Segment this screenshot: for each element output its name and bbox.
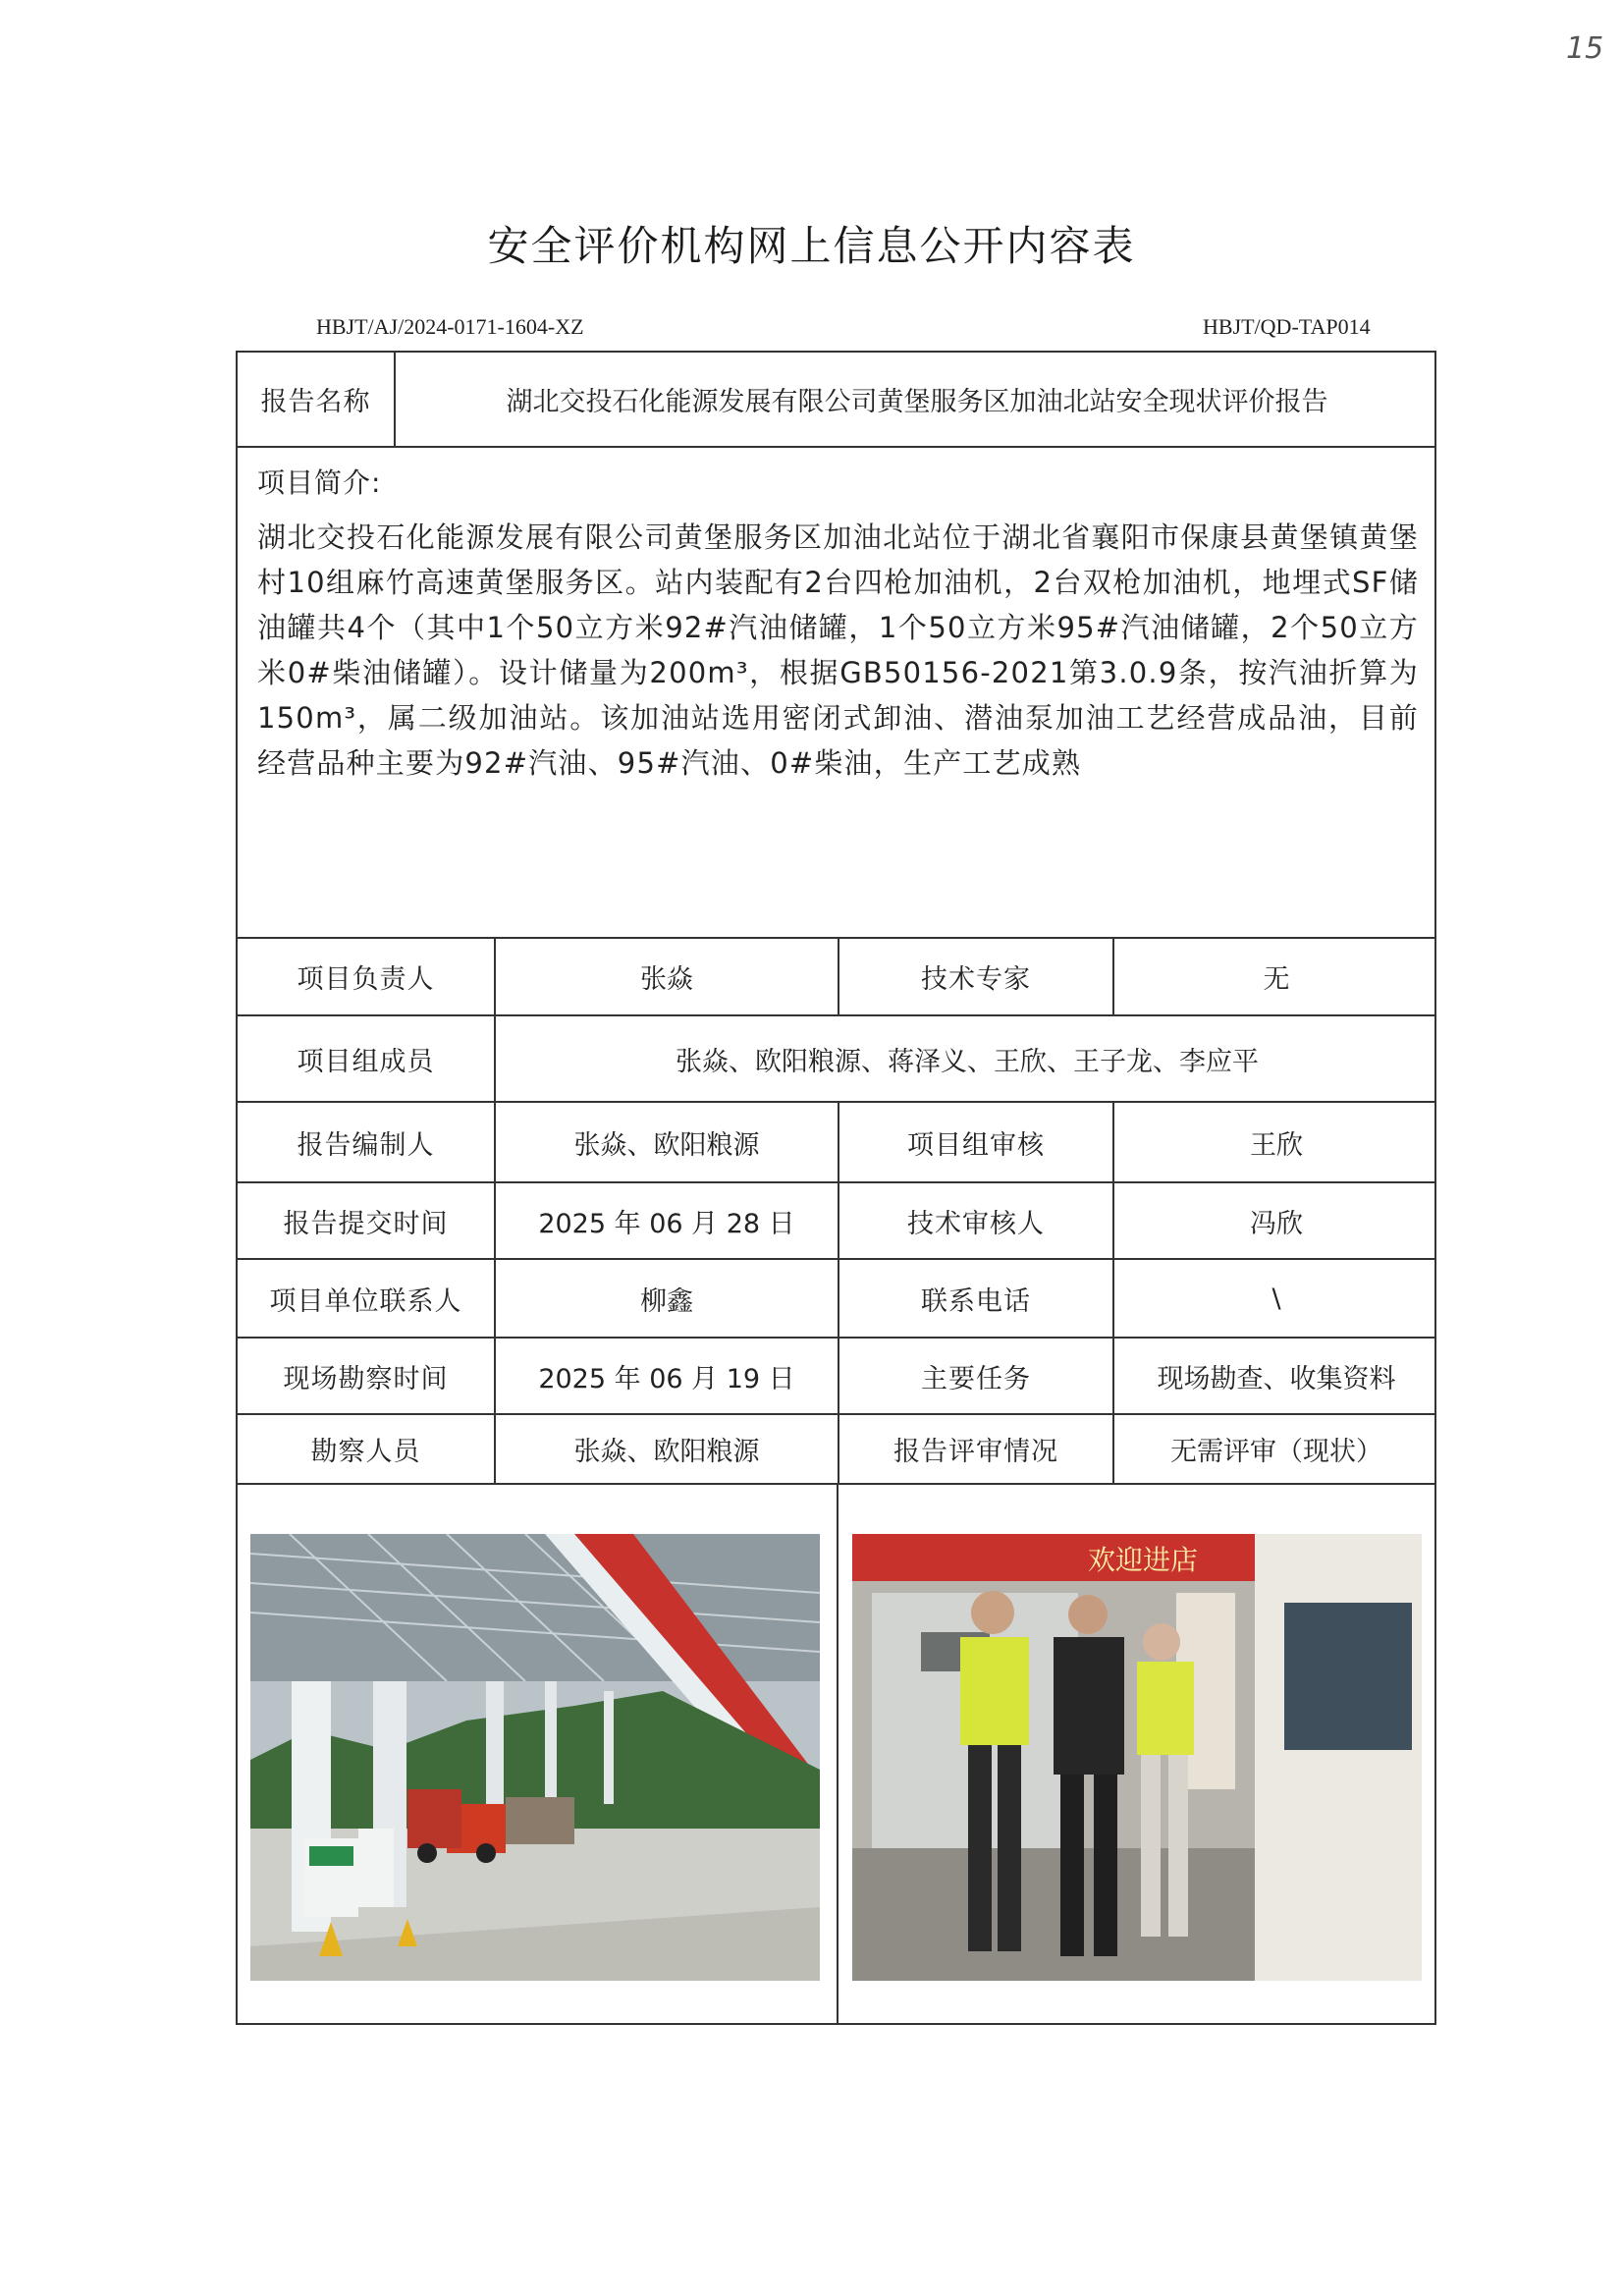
info-table xyxy=(236,351,1436,2025)
team-photo xyxy=(852,1534,1422,1981)
team-review-label: 项目组审核 xyxy=(839,1103,1114,1181)
report-name-row xyxy=(238,353,1434,448)
form-code: HBJT/QD-TAP014 xyxy=(1203,314,1371,339)
table-row xyxy=(238,1415,1434,1485)
submit-time-label: 报告提交时间 xyxy=(238,1183,496,1258)
project-intro-label: 项目简介: xyxy=(257,466,382,499)
table-row xyxy=(238,1103,1434,1183)
review-status-label: 报告评审情况 xyxy=(839,1415,1114,1483)
unit-contact-value: 柳鑫 xyxy=(496,1260,839,1337)
table-row xyxy=(238,1260,1434,1339)
project-intro xyxy=(238,448,1434,939)
submit-time-value: 2025 年 06 月 28 日 xyxy=(496,1183,839,1258)
photo-row xyxy=(238,1485,1434,2025)
report-author-value: 张焱、欧阳粮源 xyxy=(496,1103,839,1181)
review-status-value: 无需评审（现状） xyxy=(1170,1437,1382,1467)
banner-text: 欢迎进店 xyxy=(1088,1544,1199,1576)
survey-time-value: 2025 年 06 月 19 日 xyxy=(496,1339,839,1413)
team-members-value: 张焱、欧阳粮源、蒋泽义、王欣、王子龙、李应平 xyxy=(676,1046,1259,1077)
photo-divider xyxy=(837,1485,839,2025)
project-leader-value: 张焱 xyxy=(496,939,839,1014)
project-intro-text: 湖北交投石化能源发展有限公司黄堡服务区加油北站位于湖北省襄阳市保康县黄堡镇黄堡村10组麻竹高速黄堡服务区。站内装配有2台四枪加油机，2台双枪加油机，地埋式SF储油罐共4个（其中1个50立方米92#汽油储罐，1个50立方米95#汽油储罐，2个50立方米0#柴油储罐）。设计储量为200m³，根据GB50156-2021第3.0.9条，按汽油折算为150m³，属二级加油站。该加油站选用密闭式卸油、潜油泵加油工艺经营成品油，目前经营品种主要为92#汽油、95#汽油、0#柴油，生产工艺成熟 xyxy=(257,520,1419,780)
page-number: 15 xyxy=(1566,31,1604,66)
report-name-value: 湖北交投石化能源发展有限公司黄堡服务区加油北站安全现状评价报告 xyxy=(506,387,1328,417)
team-members-label: 项目组成员 xyxy=(238,1016,496,1101)
main-task-value: 现场勘查、收集资料 xyxy=(1157,1363,1396,1394)
team-review-value: 王欣 xyxy=(1250,1129,1303,1161)
surveyors-value: 张焱、欧阳粮源 xyxy=(496,1415,839,1483)
table-row xyxy=(238,1016,1434,1103)
tech-reviewer-label: 技术审核人 xyxy=(839,1183,1114,1258)
project-leader-label: 项目负责人 xyxy=(238,939,496,1014)
table-row xyxy=(238,1183,1434,1260)
tech-reviewer-value: 冯欣 xyxy=(1250,1208,1303,1239)
main-task-label: 主要任务 xyxy=(839,1339,1114,1413)
phone-value: \ xyxy=(1271,1283,1281,1314)
unit-contact-label: 项目单位联系人 xyxy=(238,1260,496,1337)
tech-expert-value: 无 xyxy=(1263,964,1290,995)
report-name-label: 报告名称 xyxy=(238,353,396,446)
table-row xyxy=(238,1339,1434,1415)
gas-station-photo xyxy=(250,1534,820,1981)
page-title: 安全评价机构网上信息公开内容表 xyxy=(487,222,1136,270)
phone-label: 联系电话 xyxy=(839,1260,1114,1337)
surveyors-label: 勘察人员 xyxy=(238,1415,496,1483)
tech-expert-label: 技术专家 xyxy=(839,939,1114,1014)
report-author-label: 报告编制人 xyxy=(238,1103,496,1181)
survey-time-label: 现场勘察时间 xyxy=(238,1339,496,1413)
table-row xyxy=(238,939,1434,1016)
report-code: HBJT/AJ/2024-0171-1604-XZ xyxy=(316,314,584,339)
